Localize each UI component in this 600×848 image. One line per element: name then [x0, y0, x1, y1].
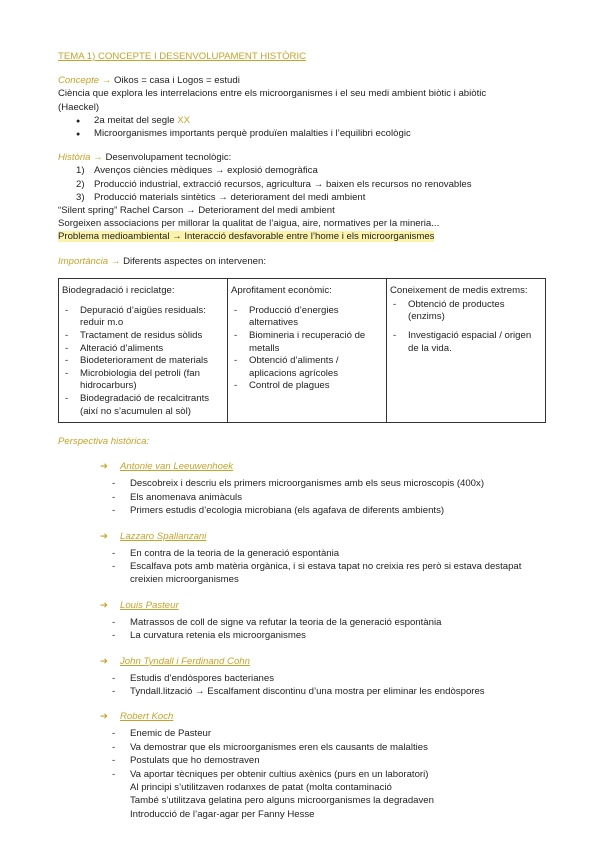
scientist-note: Introducció de l’agar-agar per Fanny Hesse [130, 808, 315, 820]
scientist-name: Antonie van Leeuwenhoek [120, 461, 234, 473]
col-aprofitament [228, 278, 387, 422]
segle-xx: XX [177, 114, 191, 126]
scientist-point: - Primers estudis d’ecologia microbiana (els agafava de diferents ambients) [58, 504, 548, 517]
scientist-point: - En contra de la teoria de la generació espontània [58, 547, 548, 560]
historia-label: Història → [58, 152, 103, 164]
arrow-icon: ➔ [100, 530, 109, 542]
scientist-point: - Escalfava pots amb matèria orgànica, i si estava tapat no creixia res però si estava destapat creixien microorganismes [58, 560, 548, 587]
scientist-section [58, 530, 548, 587]
list-item: - Obtenció de productes (enzims) [390, 299, 542, 324]
concepte-definition: Oikos = casa i Logos = estudi [114, 75, 240, 87]
list-item: - Alteració d’aliments [62, 343, 224, 356]
scientist-name: Robert Koch [120, 711, 174, 723]
importancia-line [58, 255, 548, 268]
col-heading: Biodegradació i reciclatge: [62, 284, 175, 296]
concepte-bullet-2: ● Microorganismes importants perquè produïen malalties i l’equilibri ecològic [58, 127, 548, 140]
importancia-label: Importància → [58, 255, 121, 267]
scientist-note: També s’utilitzava gelatina pero alguns microorganismes la degradaven [130, 795, 434, 807]
scientist-section [58, 710, 548, 821]
scientist-point: - Estudis d’endòspores bacterianes [58, 672, 548, 685]
scientist-section [58, 599, 548, 643]
associacions: Sorgeixen associacions per millorar la qualitat de l’aigua, aire, normatives per la mineria... [58, 218, 440, 230]
scientist-point: - Els anomenava animàculs [58, 491, 548, 504]
perspectiva-heading: Perspectiva històrica: [58, 436, 150, 448]
concepte-desc-1: Ciència que explora les interrelacions entre els microorganismes i el seu medi ambient biòtic i abiòtic [58, 88, 487, 100]
col-heading: Aprofitament econòmic: [231, 284, 332, 296]
historia-item: 2) Producció industrial, extracció recursos, agricultura → baixen els recursos no renovables [76, 178, 472, 190]
col-biodegradacio [59, 278, 228, 422]
scientist-section [58, 460, 548, 517]
scientist-point: - La curvatura retenia els microorganismes [58, 629, 548, 642]
list-item: - Depuració d’aigües residuals: reduir m.o [62, 305, 224, 330]
scientist-point: - Va demostrar que els microorganismes eren els causants de malalties [58, 741, 548, 754]
importancia-intro: Diferents aspectes on intervenen: [123, 255, 266, 267]
concepte-desc-2: (Haeckel) [58, 101, 100, 113]
scientist-name: John Tyndall i Ferdinand Cohn [120, 655, 250, 667]
list-item: - Tractament de residus sòlids [62, 330, 224, 343]
list-item: - Obtenció d’aliments / aplicacions agrícoles [231, 355, 383, 380]
concepte-bullets [58, 114, 548, 140]
list-item: - Producció d’energies alternatives [231, 305, 383, 330]
scientist-name: Louis Pasteur [120, 599, 179, 611]
historia-item: 3) Producció materials sintètics → deteriorament del medi ambient [76, 191, 366, 203]
col-heading: Coneixement de medis extrems: [390, 284, 528, 296]
page-title: TEMA 1) CONCEPTE I DESENVOLUPAMENT HISTÒRIC [58, 51, 307, 62]
col-medis-extrems [387, 278, 546, 422]
scientist-point: - Tyndall.lització → Escalfament discontinu d’una mostra per eliminar les endòspores [58, 685, 548, 698]
list-item: - Investigació espacial / origen de la vida. [390, 330, 542, 355]
concepte-label: Concepte → [58, 75, 112, 87]
historia-intro: Desenvolupament tecnològic: [105, 152, 232, 164]
scientist-name: Lazzaro Spallanzani [120, 530, 207, 542]
scientist-point: - Matrassos de coll de signe va refutar la teoria de la generació espontània [58, 616, 548, 629]
silent-spring: “Silent spring” Rachel Carson → Deteriorament del medi ambient [58, 205, 335, 217]
list-item: - Control de plagues [231, 380, 383, 393]
importancia-table [58, 278, 546, 423]
historia-line [58, 151, 548, 164]
historia-list [58, 164, 548, 204]
scientist-note: Al principi s’utilitzaven rodanxes de patat (molta contaminació [130, 782, 392, 794]
scientist-point: - Descobreix i descriu els primers microorganismes amb els seus microscopis (400x) [58, 477, 548, 490]
list-item: - Biodeteriorament de materials [62, 355, 224, 368]
scientist-section [58, 655, 548, 699]
concepte-bullet-1: ● 2a meitat del segle XX [58, 114, 548, 127]
scientist-point: - Enemic de Pasteur [58, 727, 548, 740]
scientist-point: - Postulats que ho demostraven [58, 754, 548, 767]
concepte-line [58, 74, 548, 87]
arrow-icon: ➔ [100, 655, 109, 667]
arrow-icon: ➔ [100, 461, 109, 473]
document-page [58, 50, 548, 821]
arrow-icon: ➔ [100, 599, 109, 611]
historia-item: 1) Avenços ciències mèdiques → explosió demogràfica [76, 165, 318, 177]
list-item: - Biomineria i recuperació de metalls [231, 330, 383, 355]
arrow-icon: ➔ [100, 711, 109, 723]
problema-highlight: Problema medioambiental → Interacció desfavorable entre l’home i els microorganismes [58, 231, 435, 243]
list-item: - Microbiologia del petroli (fan hidrocarburs) [62, 368, 224, 393]
scientist-point: - Va aportar tècniques per obtenir cultius axènics (purs en un laboratori) [58, 768, 548, 781]
list-item: - Biodegradació de recalcitrants (així no s’acumulen al sòl) [62, 393, 224, 418]
